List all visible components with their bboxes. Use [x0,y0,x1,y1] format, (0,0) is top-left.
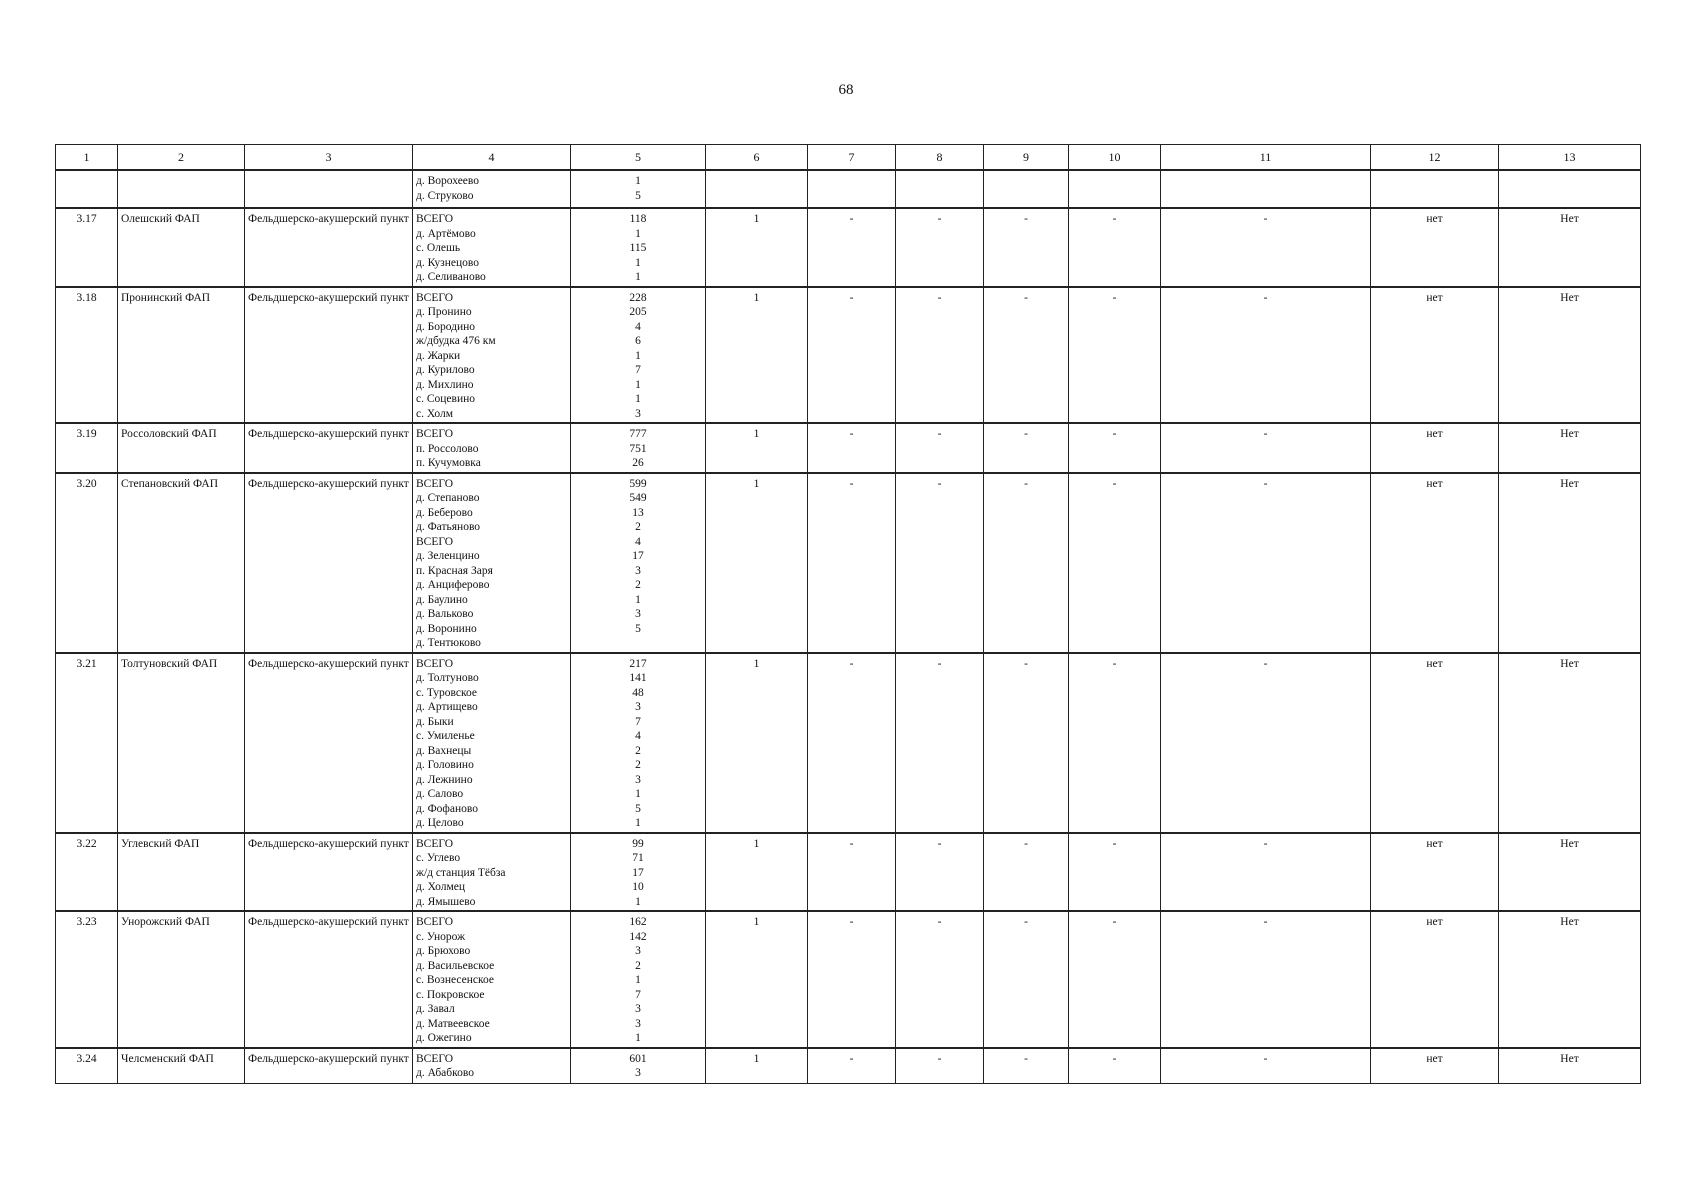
fap-name: Пронинский ФАП [118,287,245,424]
column-10-value [1069,170,1161,208]
column-12-value: нет [1371,911,1499,1048]
row-number: 3.20 [56,473,118,653]
location-name: д. Ямышево [416,895,476,908]
fap-name: Углевский ФАП [118,833,245,912]
column-7-value [808,170,896,208]
population-count: 751 [629,442,647,455]
location-name: п. Кучумовка [416,457,481,469]
population-count: 13 [632,506,644,519]
facility-type: Фельдшерско-акушерский пункт [245,423,413,473]
column-13-value: Нет [1499,287,1641,424]
location-name: д. Ожегино [416,1032,472,1044]
location-name: д. Кузнецово [416,256,479,269]
table-row [56,833,1641,912]
population-counts-cell [571,833,706,912]
column-9-value: - [984,833,1069,912]
table-row [56,170,1641,208]
column-6-value: 1 [706,473,808,653]
location-name: д. Зеленцино [416,550,480,562]
location-name: д. Пронино [416,306,472,318]
location-name: д. Ворохеево [416,175,480,187]
location-name: д. Холмец [416,881,466,893]
column-7-value: - [808,208,896,287]
column-10-value: - [1069,653,1161,833]
column-11-value: - [1161,1048,1371,1084]
population-count: 48 [632,686,644,699]
row-number: 3.18 [56,287,118,424]
population-count: 2 [635,521,641,533]
page-number: 68 [838,82,854,98]
locations-cell [413,653,571,833]
locations-cell [413,911,571,1048]
column-header-13: 13 [1499,145,1641,171]
population-count: 1 [635,378,641,391]
column-header-2: 2 [118,145,245,171]
location-name: д. Фофаново [416,802,478,815]
column-13-value: Нет [1499,1048,1641,1084]
location-name: п. Россолово [416,442,479,455]
facility-type: Фельдшерско-акушерский пункт [245,208,413,287]
population-count: 99 [632,837,644,850]
column-header-5: 5 [571,145,706,171]
column-7-value: - [808,1048,896,1084]
location-name: ВСЕГО [416,657,454,670]
location-name: ж/дбудка 476 км [416,335,496,347]
facility-type: Фельдшерско-акушерский пункт [245,287,413,424]
column-12-value: нет [1371,1048,1499,1084]
population-count: 228 [629,291,647,304]
population-count: 3 [635,1003,641,1015]
population-count: 2 [635,579,641,591]
table-row [56,473,1641,653]
population-count: 17 [632,866,644,879]
population-count: 1 [635,1032,641,1044]
population-count: 7 [635,988,641,1001]
column-8-value: - [896,423,984,473]
population-count: 217 [629,657,647,670]
column-8-value: - [896,833,984,912]
location-name: д. Курилово [416,364,475,376]
column-7-value: - [808,473,896,653]
population-count: 2 [635,959,641,972]
population-counts-cell [571,653,706,833]
column-6-value [706,170,808,208]
population-counts-cell [571,473,706,653]
population-count: 7 [635,715,641,728]
fap-name: Толтуновский ФАП [118,653,245,833]
location-name: д. Быки [416,715,454,728]
fap-name: Россоловский ФАП [118,423,245,473]
location-name: д. Бородино [416,320,476,333]
location-name: д. Фатьяново [416,521,481,533]
population-count: 1 [635,349,641,362]
population-counts-cell [571,208,706,287]
column-10-value: - [1069,911,1161,1048]
location-name: д. Струково [416,189,474,202]
column-header-9: 9 [984,145,1069,171]
column-8-value: - [896,653,984,833]
population-count: 1 [635,788,641,800]
location-name: д. Абабково [416,1067,474,1079]
column-13-value: Нет [1499,653,1641,833]
population-count: 1 [635,817,641,829]
population-count: 5 [635,622,641,635]
row-number [56,170,118,208]
column-header-7: 7 [808,145,896,171]
location-name: с. Покровское [416,988,485,1001]
location-name: д. Баулино [416,593,468,606]
fap-registry-table [55,144,1641,1084]
location-name: д. Тентюково [416,637,481,649]
column-8-value: - [896,208,984,287]
column-10-value: - [1069,833,1161,912]
population-count: 7 [635,364,641,376]
column-header-1: 1 [56,145,118,171]
column-7-value: - [808,653,896,833]
facility-type: Фельдшерско-акушерский пункт [245,653,413,833]
population-count: 118 [629,213,647,225]
row-number: 3.19 [56,423,118,473]
row-number: 3.24 [56,1048,118,1084]
column-9-value: - [984,911,1069,1048]
column-11-value: - [1161,653,1371,833]
location-name: ВСЕГО [416,535,454,548]
population-count: 777 [629,428,647,440]
locations-cell [413,473,571,653]
population-count: 1 [635,175,641,187]
column-12-value: нет [1371,208,1499,287]
column-8-value: - [896,911,984,1048]
column-9-value [984,170,1069,208]
column-10-value: - [1069,473,1161,653]
population-count: 71 [632,852,644,864]
population-count: 1 [635,393,641,405]
location-name: с. Унорож [416,930,466,943]
location-name: с. Вознесенское [416,974,494,986]
population-count: 1 [635,974,641,986]
population-count: 1 [635,227,641,240]
location-name: с. Олешь [416,242,461,254]
location-name: ВСЕГО [416,213,454,225]
population-count: 1 [635,895,641,908]
population-count: 115 [629,242,647,254]
location-name: д. Селиваново [416,271,486,283]
column-11-value: - [1161,423,1371,473]
location-name: д. Степаново [416,492,480,504]
location-name: ж/д станция Тёбза [416,866,506,879]
column-11-value: - [1161,833,1371,912]
column-8-value: - [896,473,984,653]
column-10-value: - [1069,1048,1161,1084]
locations-cell [413,1048,571,1084]
location-name: д. Артищево [416,701,478,713]
column-9-value: - [984,208,1069,287]
location-name: д. Целово [416,817,464,829]
fap-name: Олешский ФАП [118,208,245,287]
column-header-3: 3 [245,145,413,171]
population-count: 10 [632,881,644,893]
population-count: 141 [629,672,647,684]
location-name: п. Красная Заря [416,564,493,577]
population-count: 26 [632,457,644,469]
location-name: д. Васильевское [416,959,495,972]
column-8-value [896,170,984,208]
fap-name: Челсменский ФАП [118,1048,245,1084]
location-name: д. Беберово [416,506,473,519]
column-11-value [1161,170,1371,208]
locations-cell [413,170,571,208]
population-count: 142 [629,930,647,943]
facility-type: Фельдшерско-акушерский пункт [245,911,413,1048]
population-count: 3 [635,608,641,620]
location-name: д. Головино [416,759,474,771]
population-count: 3 [635,701,641,713]
column-6-value: 1 [706,833,808,912]
fap-name: Унорожский ФАП [118,911,245,1048]
population-count: 6 [635,335,641,347]
population-count: 1 [635,256,641,269]
column-13-value: Нет [1499,833,1641,912]
population-count: 599 [629,477,647,490]
column-12-value: нет [1371,833,1499,912]
population-count: 3 [635,1067,641,1079]
column-9-value: - [984,1048,1069,1084]
table-row [56,653,1641,833]
population-count: 3 [635,407,641,420]
column-11-value: - [1161,208,1371,287]
location-name: ВСЕГО [416,1052,454,1065]
location-name: с. Умиленье [416,730,475,742]
column-header-8: 8 [896,145,984,171]
column-12-value: нет [1371,653,1499,833]
location-name: с. Холм [416,407,454,420]
column-header-12: 12 [1371,145,1499,171]
table-row [56,1048,1641,1084]
column-6-value: 1 [706,287,808,424]
column-12-value: нет [1371,473,1499,653]
row-number: 3.23 [56,911,118,1048]
population-count: 3 [635,773,641,786]
facility-type: Фельдшерско-акушерский пункт [245,833,413,912]
column-header-6: 6 [706,145,808,171]
population-count: 549 [629,492,647,504]
locations-cell [413,833,571,912]
population-count: 1 [635,271,641,283]
column-7-value: - [808,423,896,473]
location-name: ВСЕГО [416,837,454,850]
location-name: д. Завал [416,1003,455,1015]
location-name: с. Соцевино [416,393,476,405]
locations-cell [413,423,571,473]
population-count: 4 [635,320,641,333]
column-9-value: - [984,653,1069,833]
location-name: д. Анциферово [416,579,490,591]
column-11-value: - [1161,911,1371,1048]
column-8-value: - [896,287,984,424]
column-10-value: - [1069,423,1161,473]
location-name: д. Брюхово [416,945,471,957]
column-6-value: 1 [706,653,808,833]
column-10-value: - [1069,287,1161,424]
column-11-value: - [1161,473,1371,653]
column-6-value: 1 [706,423,808,473]
column-12-value: нет [1371,423,1499,473]
column-13-value: Нет [1499,208,1641,287]
location-name: ВСЕГО [416,428,454,440]
locations-cell [413,208,571,287]
column-header-4: 4 [413,145,571,171]
location-name: д. Толтуново [416,672,479,684]
population-count: 3 [635,564,641,577]
column-7-value: - [808,833,896,912]
row-number: 3.21 [56,653,118,833]
column-13-value [1499,170,1641,208]
location-name: д. Воронино [416,622,477,635]
column-9-value: - [984,287,1069,424]
table-row [56,911,1641,1048]
population-count: 5 [635,189,641,202]
fap-name: Степановский ФАП [118,473,245,653]
population-counts-cell [571,1048,706,1084]
location-name: д. Лежнино [416,773,473,786]
population-count: 17 [632,550,644,562]
facility-type [245,170,413,208]
location-name: д. Артёмово [416,227,476,240]
location-name: с. Углево [416,852,461,864]
column-13-value: Нет [1499,911,1641,1048]
population-count: 3 [635,945,641,957]
column-header-10: 10 [1069,145,1161,171]
location-name: д. Жарки [416,349,461,362]
column-11-value: - [1161,287,1371,424]
population-count: 2 [635,759,641,771]
column-7-value: - [808,287,896,424]
row-number: 3.22 [56,833,118,912]
location-name: д. Михлино [416,378,474,391]
location-name: ВСЕГО [416,477,454,490]
table-row [56,423,1641,473]
column-8-value: - [896,1048,984,1084]
population-count: 205 [629,306,647,318]
table-row [56,287,1641,424]
column-13-value: Нет [1499,423,1641,473]
location-name: д. Матвеевское [416,1017,490,1030]
population-count: 2 [635,744,641,757]
column-10-value: - [1069,208,1161,287]
population-count: 162 [629,916,647,928]
population-counts-cell [571,170,706,208]
location-name: д. Вальково [416,608,474,620]
population-count: 3 [635,1017,641,1030]
row-number: 3.17 [56,208,118,287]
location-name: д. Салово [416,788,464,800]
facility-type: Фельдшерско-акушерский пункт [245,473,413,653]
column-number-header-row [56,145,1641,171]
location-name: д. Вахнецы [416,744,472,757]
location-name: ВСЕГО [416,291,454,304]
table-body [56,170,1641,1084]
column-6-value: 1 [706,911,808,1048]
table-row [56,208,1641,287]
column-6-value: 1 [706,1048,808,1084]
column-6-value: 1 [706,208,808,287]
facility-type: Фельдшерско-акушерский пункт [245,1048,413,1084]
column-9-value: - [984,473,1069,653]
population-count: 4 [635,535,641,548]
location-name: ВСЕГО [416,916,454,928]
population-count: 4 [635,730,641,742]
population-count: 1 [635,593,641,606]
location-name: с. Туровское [416,686,478,699]
population-counts-cell [571,423,706,473]
locations-cell [413,287,571,424]
column-12-value: нет [1371,287,1499,424]
fap-name [118,170,245,208]
column-9-value: - [984,423,1069,473]
column-12-value [1371,170,1499,208]
population-count: 601 [629,1052,647,1065]
population-counts-cell [571,287,706,424]
column-13-value: Нет [1499,473,1641,653]
population-counts-cell [571,911,706,1048]
column-header-11: 11 [1161,145,1371,171]
column-7-value: - [808,911,896,1048]
population-count: 5 [635,802,641,815]
